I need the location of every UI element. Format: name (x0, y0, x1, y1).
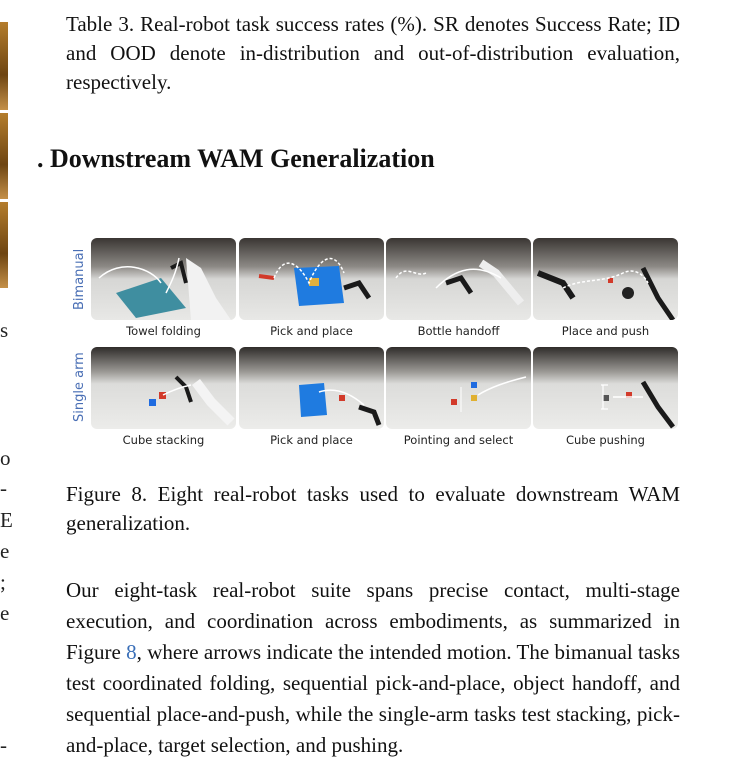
task-label: Place and push (561, 324, 650, 338)
left-image-strip-2 (0, 113, 8, 199)
row-label-single-arm: Single arm (72, 352, 87, 422)
body-text-part: , where arrows indicate the intended motion. The bimanual tasks test coordinated folding, sequential pick-and-place, object handoff, and sequential place-and-push, while the single-arm tasks test stacking, pick-and-place, target selection, and pushing. (66, 640, 681, 757)
task-image-pick-and-place-single (239, 347, 384, 429)
left-glyph: o (0, 446, 11, 470)
figure-caption: Figure 8. Eight real-robot tasks used to evaluate downstream WAM generalization. (66, 482, 680, 535)
left-glyph: E (0, 508, 13, 532)
task-label: Pick and place (270, 324, 353, 338)
task-image-pointing-and-select (386, 347, 531, 429)
figure-8 (66, 236, 680, 450)
task-label: Towel folding (126, 324, 201, 338)
left-glyph: ; (0, 570, 6, 594)
task-image-bottle-handoff (386, 238, 531, 320)
left-glyph: - (0, 733, 7, 757)
section-title: . Downstream WAM Generalization (37, 144, 435, 173)
task-label: Pick and place (270, 433, 353, 447)
task-image-place-and-push (533, 238, 678, 320)
task-image-towel-folding (91, 238, 236, 320)
left-glyph: - (0, 476, 7, 500)
task-image-cube-pushing (533, 347, 678, 429)
figure-reference-link[interactable]: 8 (126, 640, 137, 664)
table-caption: Table 3. Real-robot task success rates (%). SR denotes Success Rate; ID and OOD denote in-distribution and out-of-distribution evaluation, respectively. (66, 12, 680, 94)
task-image-pick-and-place-bimanual (239, 238, 384, 320)
task-image-cube-stacking (91, 347, 236, 429)
body-text-part: Our eight-task real-robot suite spans precise contact, multi-stage execution, and coordination across embodiments, as summarized in Figure (66, 578, 680, 664)
task-label: Pointing and select (403, 433, 514, 447)
row-label-bimanual: Bimanual (72, 248, 87, 310)
task-label: Bottle handoff (417, 324, 500, 338)
left-glyph: e (0, 539, 10, 563)
task-label: Cube stacking (122, 433, 205, 447)
task-label: Cube pushing (565, 433, 645, 447)
body-paragraph (66, 575, 680, 761)
left-image-strip-1 (0, 22, 8, 110)
left-glyph: e (0, 601, 10, 625)
left-image-strip-3 (0, 202, 8, 288)
left-glyph: s (0, 318, 9, 342)
